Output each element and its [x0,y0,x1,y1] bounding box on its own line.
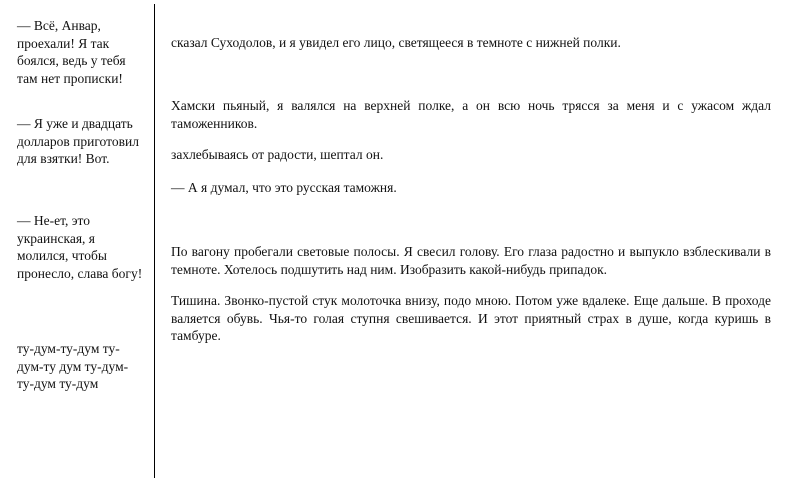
right-text: сказал Суходолов, и я увидел его лицо, светящееся в темноте с нижней полки. [171,35,621,50]
left-passage-2 [17,115,145,168]
right-paragraph-6 [171,292,771,345]
left-passage-3 [17,212,145,282]
left-text: ту-дум-ту-дум ту-дум-ту дум ту-дум-ту-дум ту-дум [17,341,129,391]
column-divider [154,4,155,478]
right-text: Хамски пьяный, я валялся на верхней полке, а он всю ночь трясся за меня и с ужасом ждал таможенников. [171,98,771,131]
right-paragraph-2 [171,97,771,132]
left-passage-4 [17,340,145,393]
right-text: захлебываясь от радости, шептал он. [171,147,384,162]
right-text: — А я думал, что это русская таможня. [171,180,397,195]
left-passage-1 [17,17,145,87]
right-paragraph-1 [171,34,771,52]
right-paragraph-4 [171,179,771,197]
left-text: — Я уже и двадцать долларов приготовил для взятки! Вот. [17,116,139,166]
right-text: Тишина. Звонко-пустой стук молоточка внизу, подо мною. Потом уже вдалеке. Еще дальше. В проходе валяется обувь. Чья-то голая ступня свешивается. И этот приятный страх в душе, когда куришь в тамбуре. [171,293,771,343]
right-paragraph-3 [171,146,771,164]
left-text: — Не-ет, это украинская, я молился, чтобы пронесло, слава богу! [17,213,143,281]
right-text: По вагону пробегали световые полосы. Я свесил голову. Его глаза радостно и выпукло взблескивали в темноте. Хотелось подшутить над ним. Изобразить какой-нибудь припадок. [171,244,771,277]
right-paragraph-5 [171,243,771,278]
left-text: — Всё, Анвар, проехали! Я так боялся, ведь у тебя там нет прописки! [17,18,126,86]
